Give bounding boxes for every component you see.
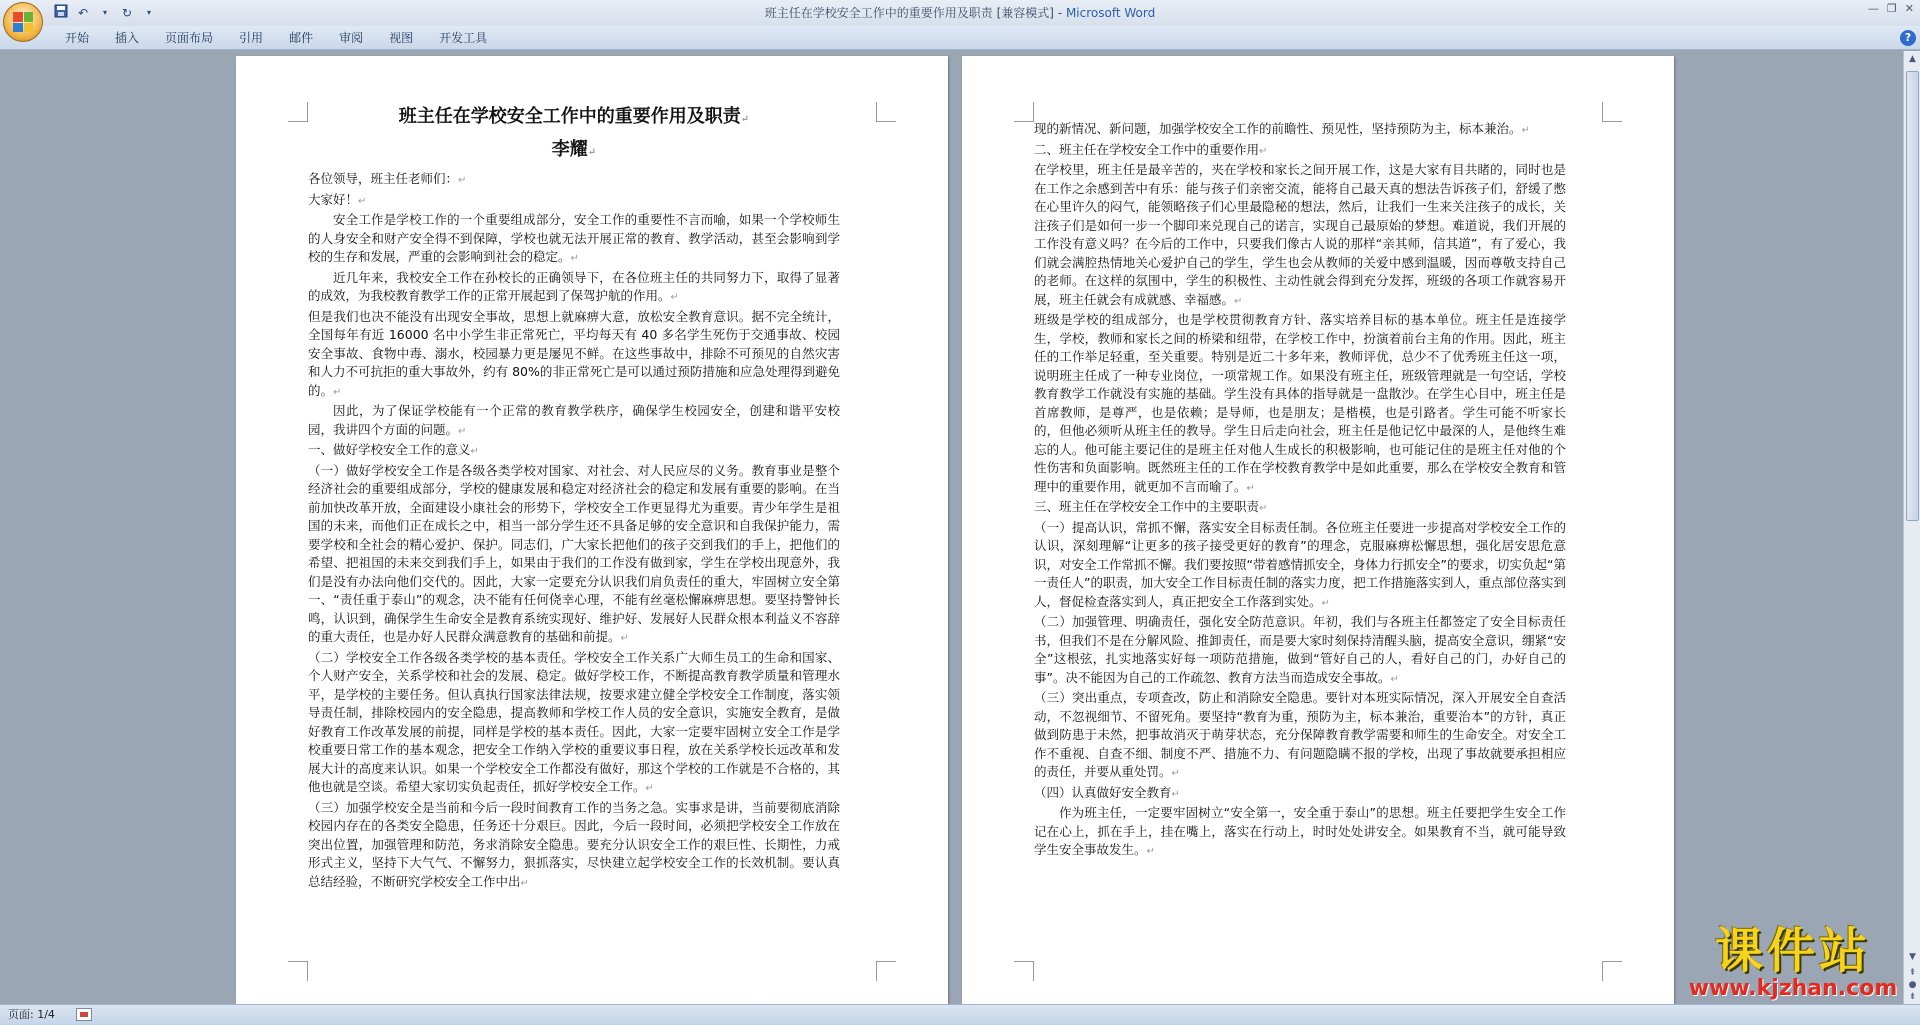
scroll-up-icon[interactable]: ▲ xyxy=(1909,54,1916,64)
site-watermark xyxy=(1668,925,1918,1005)
paragraph-mark-icon: ↵ xyxy=(1171,768,1180,779)
paragraph-text: （三）加强学校安全是当前和今后一段时间教育工作的当务之急。实事求是讲，当前要彻底消除校园内存在的各类安全隐患，任务还十分艰巨。因此，今后一段时间，必须把学校安全工作放在突出位置，加强管理和防范，务求消除安全隐患。要充分认识安全工作的艰巨性、长期性，力戒形式主义，坚持下大气气、不懈努力，狠抓落实，尽快建立起学校安全工作的长效机制。要认真总结经验，不断研究学校安全工作中出 xyxy=(308,799,840,889)
tab-view[interactable]: 视图 xyxy=(389,31,414,45)
save-icon[interactable] xyxy=(52,4,70,22)
window-title xyxy=(0,0,1920,26)
undo-icon[interactable]: ↶ xyxy=(77,6,89,20)
proofing-status-icon[interactable] xyxy=(76,1008,92,1021)
redo-icon[interactable]: ↻ xyxy=(121,6,133,20)
document-paragraph[interactable] xyxy=(308,649,840,799)
document-paragraph[interactable] xyxy=(1034,689,1566,784)
status-bar xyxy=(0,1004,1920,1025)
minimize-icon[interactable]: — xyxy=(1867,2,1879,15)
tab-insert[interactable]: 插入 xyxy=(115,31,140,45)
document-paragraph[interactable] xyxy=(308,170,840,191)
paragraph-text: 但是我们也决不能没有出现安全事故，思想上就麻痹大意，放松安全教育意识。据不完全统计，全国每年有近 16000 名中小学生非正常死亡，平均每天有 40 多名学生死伤于交通事故、校园安全事故、食物中毒、溺水，校园暴力更是屡见不鲜。在这些事故中，排除不可预见的自然灾害和人力不可抗拒的重大事故外，约有 80%的非正常死亡是可以通过预防措施和应急处理得到避免的。 xyxy=(308,308,840,398)
paragraph-text: （三）突出重点，专项查改，防止和消除安全隐患。要针对本班实际情况，深入开展安全自查活动，不忽视细节、不留死角。要坚持“教育为重，预防为主，标本兼治，重要治本”的方针，真正做到防患于未然，把事故消灭于萌芽状态，充分保障教育教学需要和师生的生命安全。对安全工作不重视、自查不细、制度不严、措施不力、有问题隐瞒不报的学校，出现了事故就要承担相应的责任，并要从重处罚。 xyxy=(1034,690,1566,779)
paragraph-text: 三、班主任在学校安全工作中的主要职责 xyxy=(1034,499,1260,514)
paragraph-mark-icon: ↵ xyxy=(458,425,467,437)
tab-review[interactable]: 审阅 xyxy=(339,31,364,45)
margin-corner-mark xyxy=(876,102,896,122)
document-paragraph[interactable] xyxy=(1034,120,1566,141)
paragraph-text: 在学校里，班主任是最辛苦的，夹在学校和家长之间开展工作，这是大家有目共睹的，同时也是在工作之余感到苦中有乐：能与孩子们亲密交流，能将自己最天真的想法告诉孩子们，舒缓了憋在心里许久的闷气，能领略孩子们心里最隐秘的想法，然后，让我们一生来关注孩子的成长，关注孩子们是如何一步一个脚印来兑现自己的诺言，实现自己最原始的梦想。难道说，我们开展的工作没有意义吗？在今后的工作中，只要我们像古人说的那样“亲其师，信其道”，有了爱心，我们就会满腔热情地关心爱护自己的学生，学生也会从教师的关爱中感到温暖，因而尊敬支持自己的老师。在这样的氛围中，学生的积极性、主动性就会得到充分发挥，班级的各项工作就容易开展，班主任就会有成就感、幸福感。 xyxy=(1034,162,1566,307)
document-paragraph[interactable] xyxy=(308,441,840,462)
close-icon[interactable]: ✕ xyxy=(1904,2,1914,15)
margin-corner-mark xyxy=(288,961,308,981)
document-workspace xyxy=(0,51,1903,1004)
office-button[interactable] xyxy=(3,2,43,42)
previous-page-icon[interactable]: ⇞ xyxy=(1908,968,1917,978)
paragraph-text: 二、班主任在学校安全工作中的重要作用 xyxy=(1034,141,1260,157)
document-paragraph[interactable] xyxy=(308,191,840,212)
tab-developer[interactable]: 开发工具 xyxy=(439,31,488,45)
paragraph-mark-icon: ↵ xyxy=(570,253,579,264)
paragraph-text: 大家好！ xyxy=(308,191,359,207)
page-2-body xyxy=(1034,120,1566,862)
paragraph-mark-icon: ↵ xyxy=(1321,597,1330,609)
paragraph-mark-icon: ↵ xyxy=(1246,482,1255,494)
tab-home[interactable]: 开始 xyxy=(65,31,90,45)
paragraph-mark-icon: ↵ xyxy=(645,783,654,794)
document-heading xyxy=(308,104,840,133)
paragraph-text: 各位领导，班主任老师们： xyxy=(308,171,459,186)
margin-corner-mark xyxy=(288,102,308,122)
scrollbar-thumb[interactable] xyxy=(1906,71,1919,521)
paragraph-mark-icon: ↵ xyxy=(1171,788,1180,800)
paragraph-text: （二）加强管理、明确责任，强化安全防范意识。年初，我们与各班主任都签定了安全目标责任书，但我们不是在分解风险、推卸责任，而是要大家时刻保持清醒头脑，提高安全意识，绷紧“安全”这根弦，扎实地落实好每一项防范措施，做到“管好自己的人，看好自己的门，办好自己的事”。决不能因为自己的工作疏忽、教育方法当而造成安全事故。 xyxy=(1034,614,1566,685)
document-paragraph[interactable] xyxy=(1034,784,1566,805)
paragraph-mark-icon: ↵ xyxy=(670,292,679,303)
document-paragraph[interactable] xyxy=(1034,161,1566,311)
document-heading-text: 班主任在学校安全工作中的重要作用及职责 xyxy=(398,106,741,127)
document-title: 班主任在学校安全工作中的重要作用及职责 [兼容模式] xyxy=(764,6,1054,20)
paragraph-text: （一）提高认识，常抓不懈，落实安全目标责任制。各位班主任要进一步提高对学校安全工作的认识，深刻理解“让更多的孩子接受更好的教育”的理念，克服麻痹松懈思想，强化居安思危意识，对安全工作常抓不懈。我们要按照“带着感情抓安全，身体力行抓安全”的要求，切实负起“第一责任人”的职责，加大安全工作目标责任制的落实力度，把工作措施落实到人，重点部位落实到人，督促检查落实到人，真正把安全工作落到实处。 xyxy=(1034,519,1566,609)
page-counter[interactable]: 页面: 1/4 xyxy=(8,1008,55,1021)
document-paragraph[interactable] xyxy=(1034,519,1566,614)
browse-object-icon[interactable]: ● xyxy=(1908,980,1917,990)
margin-corner-mark xyxy=(1602,102,1622,122)
document-paragraph[interactable] xyxy=(1034,141,1566,162)
office-logo-icon xyxy=(13,12,33,32)
document-paragraph[interactable] xyxy=(308,308,840,403)
paragraph-mark-icon: ↵ xyxy=(587,147,597,158)
paragraph-text: 一、做好学校安全工作的意义 xyxy=(308,442,471,457)
paragraph-mark-icon: ↵ xyxy=(1234,295,1243,307)
app-name: Microsoft Word xyxy=(1065,6,1156,20)
paragraph-mark-icon: ↵ xyxy=(333,386,342,398)
paragraph-text: 班级是学校的组成部分，也是学校贯彻教育方针、落实培养目标的基本单位。班主任是连接学生，学校，教师和家长之间的桥梁和纽带，在学校工作中，扮演着前台主角的作用。因此，班主任的工作举足轻重，至关重要。特别是近二十多年来，教师评优，总少不了优秀班主任这一项，说明班主任成了一种专业岗位，一项常规工作。如果没有班主任，班级管理就是一句空话，学校教育教学工作就没有实施的基础。学生没有具体的指导就是一盘散沙。在学生心目中，班主任是首席教师，是尊严，也是依赖；是导师，也是朋友；是楷模，也是引路者。学生可能不听家长的，但他必须听从班主任的教导。学生日后走向社会，班主任是他记忆中最深的人，是他终生难忘的人。他可能主要记住的是班主任对他人生成长的积极影响，也可能记住的是班主任对他的个性伤害和负面影响。既然班主任的工作在学校教育教学中是如此重要，那么在学校安全教育和管理中的重要作用，就更加不言而喻了。 xyxy=(1034,312,1566,494)
paragraph-text: 作为班主任，一定要牢固树立“安全第一，安全重于泰山”的思想。班主任要把学生安全工作记在心上，抓在手上，挂在嘴上，落实在行动上，时时处处讲安全。如果教育不当，就可能导致学生安全事故发生。 xyxy=(1034,805,1566,857)
page-1-text[interactable] xyxy=(308,106,840,893)
document-paragraph[interactable] xyxy=(308,402,840,441)
document-paragraph[interactable] xyxy=(1034,613,1566,689)
ribbon-tabs xyxy=(52,26,500,50)
paragraph-mark-icon: ↵ xyxy=(620,633,629,644)
document-paragraph[interactable] xyxy=(308,269,840,308)
maximize-icon[interactable]: ❐ xyxy=(1886,2,1897,15)
document-author xyxy=(308,133,840,170)
paragraph-text: （一）做好学校安全工作是各级各类学校对国家、对社会、对人民应尽的义务。教育事业是整个经济社会的重要组成部分，学校的健康发展和稳定对经济社会的稳定和发展有重要的影响。在当前加快改革开放，全面建设小康社会的形势下，学校安全工作更显得尤为重要。青少年学生是祖国的未来，而他们正在成长之中，相当一部分学生还不具备足够的安全意识和自我保护能力，需要学校和全社会的精心爱护、保护。同志们，广大家长把他们的孩子交到我们的手上，把他们的希望、把祖国的未来交到我们手上，如果由于我们的工作没有做到家，学生在学校出现意外，我们是没有办法向他们交代的。因此，大家一定要充分认识我们肩负责任的重大，牢固树立安全第一、“责任重于泰山”的观念，决不能有任何侥幸心理，不能有丝毫松懈麻痹思想。要坚持警钟长鸣，认识到，确保学生生命安全是教育系统实现好、维护好、发展好人民群众根本利益义不容辞的重大责任，也是办好人民群众满意教育的基础和前提。 xyxy=(308,462,840,644)
paragraph-mark-icon: ↵ xyxy=(1146,846,1155,857)
title-bar xyxy=(0,0,1920,26)
paragraph-text: 因此，为了保证学校能有一个正常的教育教学秩序，确保学生校园安全，创建和谐平安校园，我讲四个方面的问题。 xyxy=(308,403,840,437)
paragraph-text: （二）学校安全工作各级各类学校的基本责任。学校安全工作关系广大师生员工的生命和国家、个人财产安全，关系学校和社会的发展、稳定。做好学校工作，不断提高教育教学质量和管理水平，是学校的主要任务。但认真执行国家法律法规，按要求建立健全学校安全工作制度，落实领导责任制，排除校园内的安全隐患，提高教师和学校工作人员的安全意识，实施安全教育，是做好教育工作改革发展的前提，同样是学校的基本责任。因此，大家一定要牢固树立安全工作是学校重要日常工作的基本观念，把安全工作纳入学校的重要议事日程，放在关系学校长远改革和发展大计的高度来认识。如果一个学校安全工作都没有做好，那这个学校的工作就是不合格的，其他也就是空谈。希望大家切实负起责任，抓好学校安全工作。 xyxy=(308,649,840,794)
paragraph-mark-icon: ↵ xyxy=(1259,145,1268,157)
window-controls xyxy=(1868,2,1914,15)
ribbon-tabs-bar xyxy=(0,26,1920,50)
tab-references[interactable]: 引用 xyxy=(239,31,264,45)
document-page-1[interactable] xyxy=(236,56,948,1004)
paragraph-text: 现的新情况、新问题，加强学校安全工作的前瞻性、预见性，坚持预防为主，标本兼治。 xyxy=(1034,121,1522,136)
tab-page-layout[interactable]: 页面布局 xyxy=(165,31,214,45)
paragraph-mark-icon: ↵ xyxy=(740,114,750,125)
margin-corner-mark xyxy=(1602,961,1622,981)
next-page-icon[interactable]: ⇟ xyxy=(1908,992,1917,1002)
scroll-down-icon[interactable]: ▼ xyxy=(1909,952,1916,962)
document-paragraph[interactable] xyxy=(1034,311,1566,498)
help-icon[interactable]: ? xyxy=(1900,30,1916,46)
paragraph-mark-icon: ↵ xyxy=(520,877,529,889)
paragraph-text: 近几年来，我校安全工作在孙校长的正确领导下，在各位班主任的共同努力下，取得了显著的成效，为我校教育教学工作的正常开展起到了保驾护航的作用。 xyxy=(308,269,840,303)
page-1-body xyxy=(308,170,840,893)
tab-mailings[interactable]: 邮件 xyxy=(289,31,314,45)
document-author-text: 李耀 xyxy=(551,139,588,160)
document-page-2[interactable] xyxy=(962,56,1674,1004)
watermark-logo: 课件站 xyxy=(1714,923,1871,979)
margin-corner-mark xyxy=(876,961,896,981)
paragraph-mark-icon: ↵ xyxy=(1259,503,1268,514)
page-2-text[interactable] xyxy=(1034,120,1566,862)
paragraph-mark-icon: ↵ xyxy=(1521,125,1530,136)
paragraph-mark-icon: ↵ xyxy=(470,446,479,457)
paragraph-mark-icon: ↵ xyxy=(358,195,367,207)
document-paragraph[interactable] xyxy=(308,211,840,269)
title-separator: - xyxy=(1053,6,1066,20)
watermark-url: www.kjzhan.com xyxy=(1688,976,1898,1001)
document-paragraph[interactable] xyxy=(308,462,840,649)
quick-access-toolbar xyxy=(52,3,158,23)
vertical-scrollbar[interactable] xyxy=(1903,51,1920,1004)
document-paragraph[interactable] xyxy=(1034,498,1566,519)
paragraph-text: （四）认真做好安全教育 xyxy=(1034,784,1172,800)
dropdown-arrow-icon[interactable]: ▾ xyxy=(102,8,107,17)
margin-corner-mark xyxy=(1014,102,1034,122)
document-paragraph[interactable] xyxy=(1034,804,1566,862)
margin-corner-mark xyxy=(1014,961,1034,981)
document-paragraph[interactable] xyxy=(308,799,840,894)
paragraph-mark-icon: ↵ xyxy=(458,175,467,186)
paragraph-mark-icon: ↵ xyxy=(1390,673,1399,685)
customize-qat-icon[interactable]: ▾ xyxy=(146,8,151,17)
paragraph-text: 安全工作是学校工作的一个重要组成部分，安全工作的重要性不言而喻，如果一个学校师生的人身安全和财产安全得不到保障，学校也就无法开展正常的教育、教学活动，甚至会影响到学校的生存和发展，严重的会影响到社会的稳定。 xyxy=(308,212,840,264)
